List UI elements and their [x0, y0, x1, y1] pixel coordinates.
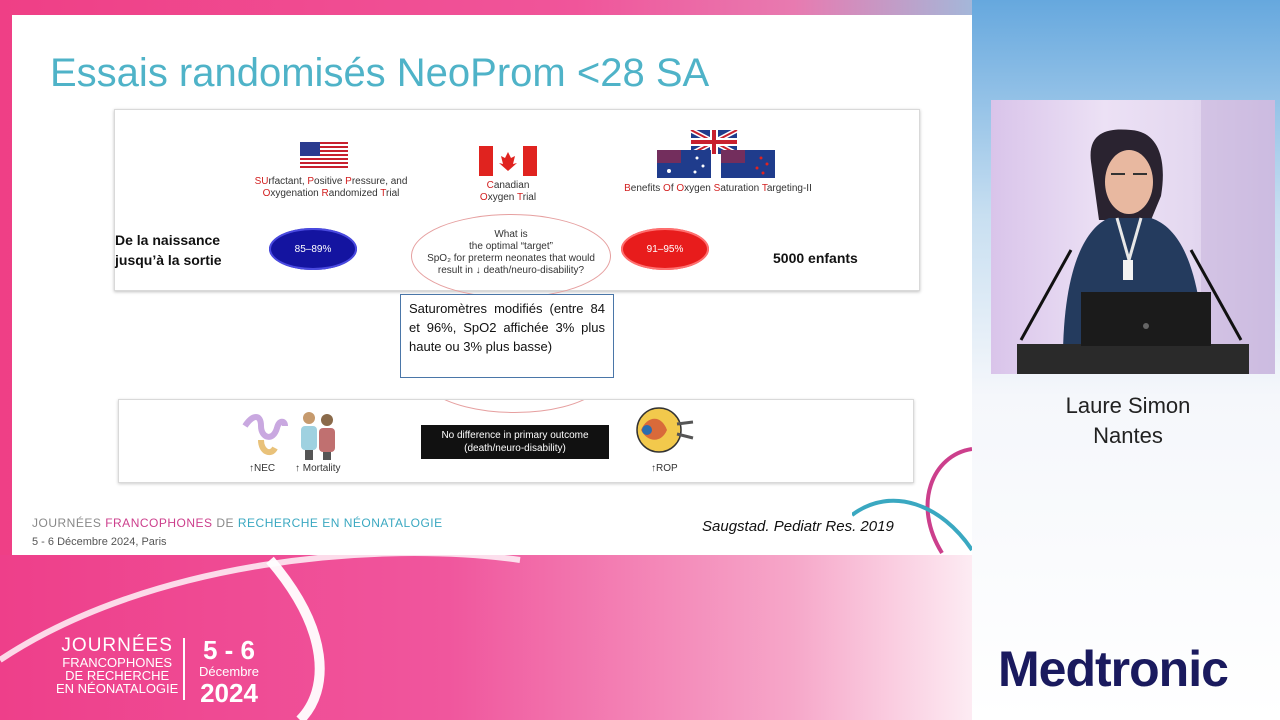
speaker-name: Laure Simon [1065, 393, 1191, 418]
trial-cot-name [465, 180, 551, 204]
footer-conference: JOURNÉES FRANCOPHONES DE RECHERCHE EN NÉONATALOGIE [32, 516, 443, 530]
primary-outcome-box: No difference in primary outcome (death/neuro-disability) [421, 425, 609, 459]
canada-flag-icon [479, 146, 537, 176]
enrolled-count: 5000 enfants [773, 250, 858, 266]
ellipse-arc [425, 399, 603, 420]
speaker-video [991, 100, 1275, 374]
speaker-caption [991, 391, 1265, 451]
trials-panel [114, 109, 920, 291]
usa-flag-icon [300, 142, 348, 168]
outcomes-panel [118, 399, 914, 483]
period-label: De la naissance jusqu’à la sortie [115, 232, 222, 268]
family-icon [291, 410, 343, 462]
presentation-slide [12, 15, 972, 555]
mortality-label: ↑ Mortality [295, 463, 341, 474]
slide-title: Essais randomisés NeoProm <28 SA [50, 51, 710, 95]
trial-support-name [243, 176, 419, 200]
low-target-ellipse: 85–89% [269, 228, 357, 270]
saturometer-note: Saturomètres modifiés (entre 84 et 96%, SpO2 affichée 3% plus haute ou 3% plus basse) [400, 294, 614, 378]
trial-cot-line1: Canadian [486, 180, 530, 191]
question-text: What is the optimal “target” SpO₂ for preterm neonates that would result in ↓ death/neuro-disability? [427, 229, 595, 276]
speaker-city: Nantes [1093, 423, 1163, 448]
trial-support-line1: SUrfactant, Positive Pressure, and [254, 176, 408, 187]
conference-dates: 5 - 6 Décembre 2024 [199, 635, 259, 708]
eye-icon [631, 404, 697, 458]
citation: Saugstad. Pediatr Res. 2019 [702, 518, 894, 535]
slide-swoosh [852, 445, 972, 555]
intestine-icon [241, 412, 289, 462]
nec-label: ↑NEC [249, 463, 276, 474]
conference-logo: JOURNÉES FRANCOPHONES DE RECHERCHE EN NÉONATALOGIE [56, 635, 179, 696]
trial-support-line2: Oxygenation Randomized Trial [262, 188, 400, 199]
high-target-ellipse: 91–95% [621, 228, 709, 270]
trial-boost-name: Benefits Of Oxygen Saturation Targeting-II [624, 183, 812, 194]
logo-separator [183, 638, 185, 700]
question-ellipse [411, 214, 611, 298]
footer-date: 5 - 6 Décembre 2024, Paris [32, 536, 167, 548]
rop-label: ↑ROP [651, 463, 678, 474]
medtronic-logo: Medtronic [998, 641, 1228, 697]
uk-australia-nz-flags-icon [657, 130, 775, 180]
trial-cot-line2: Oxygen Trial [479, 192, 537, 203]
speaker-image [991, 100, 1275, 374]
